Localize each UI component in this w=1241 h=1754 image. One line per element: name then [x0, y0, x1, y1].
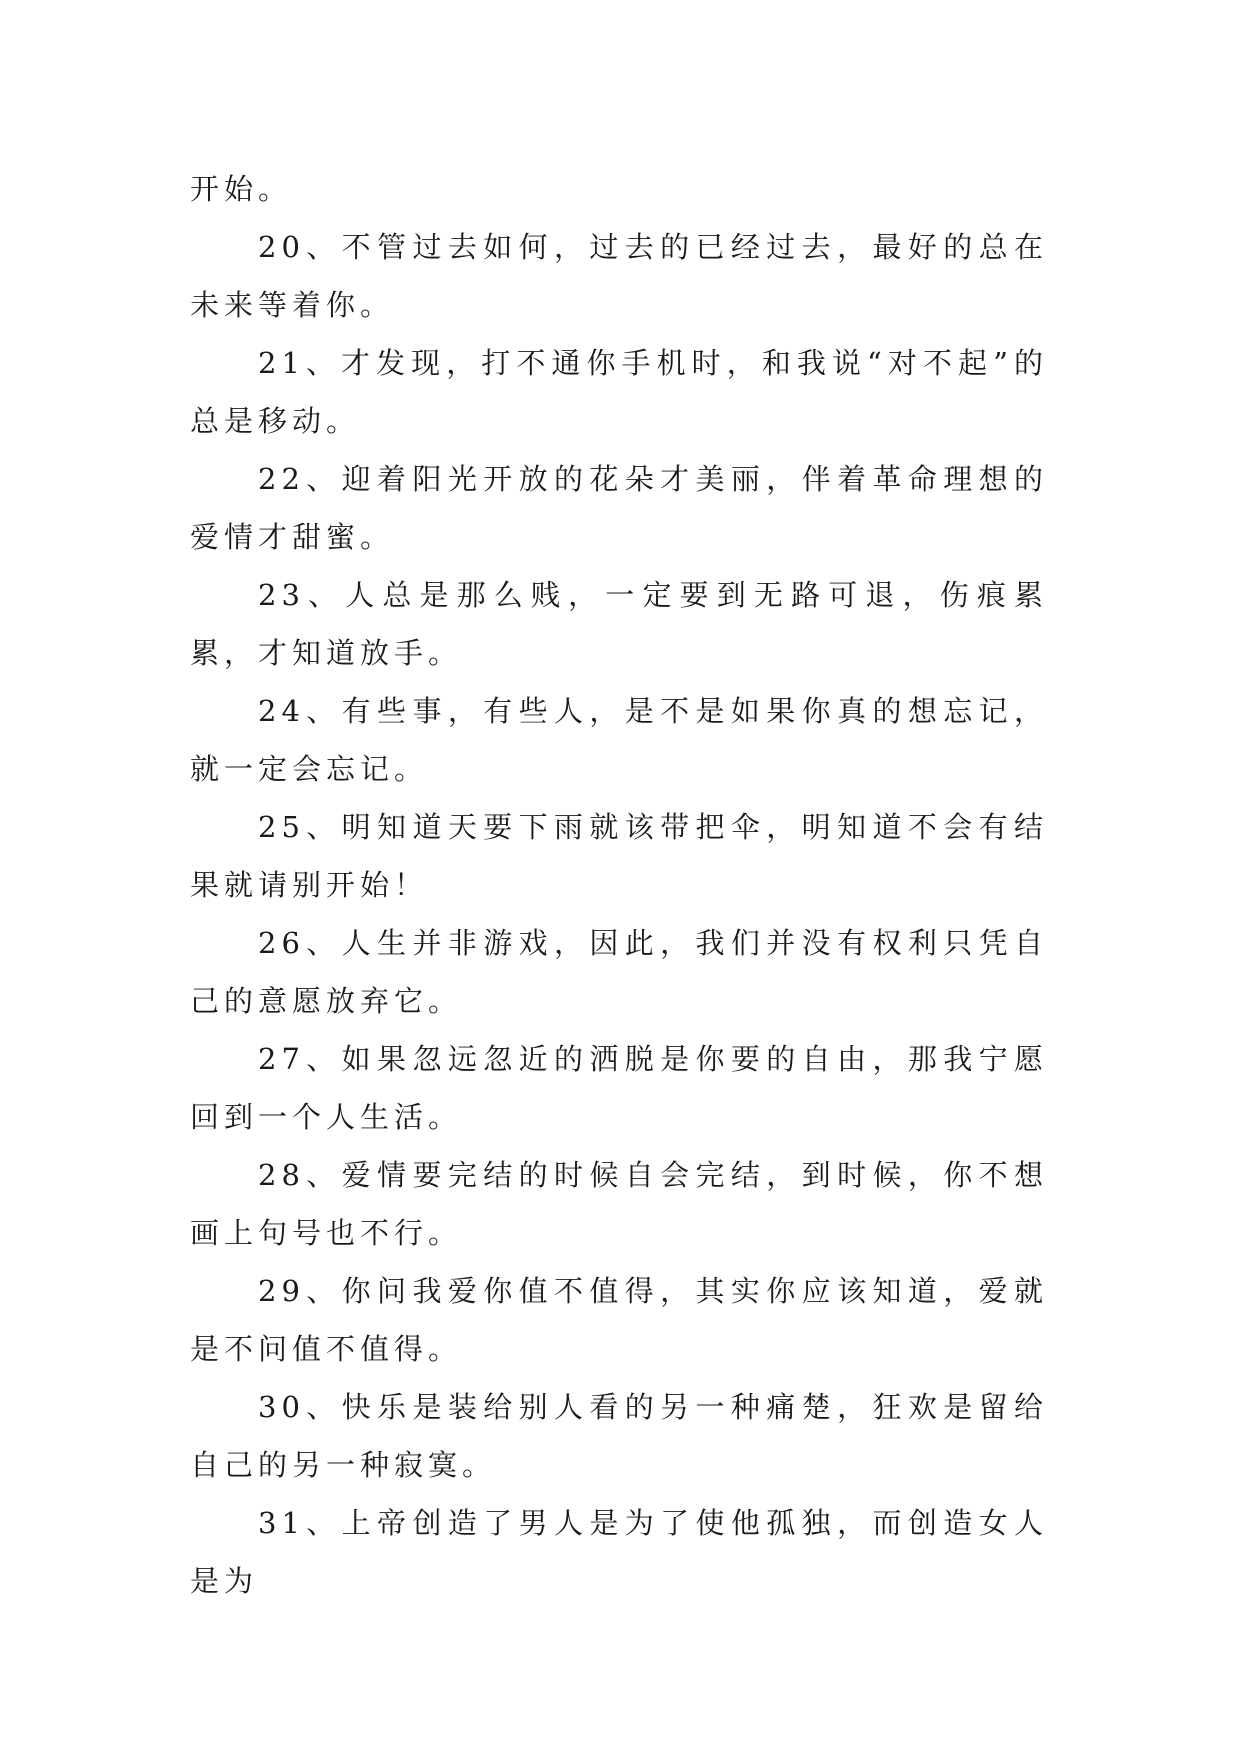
- quote-27: 27、如果忽远忽近的洒脱是你要的自由，那我宁愿回到一个人生活。: [190, 1042, 1048, 1134]
- quote-31: 31、上帝创造了男人是为了使他孤独，而创造女人是为: [190, 1506, 1048, 1598]
- quote-28: 28、爱情要完结的时候自会完结，到时候，你不想画上句号也不行。: [190, 1158, 1048, 1250]
- quote-22: 22、迎着阳光开放的花朵才美丽，伴着革命理想的爱情才甜蜜。: [190, 462, 1048, 554]
- paragraph-continuation: 开始。: [190, 172, 293, 206]
- quote-21: 21、才发现，打不通你手机时，和我说“对不起”的总是移动。: [190, 346, 1048, 438]
- document-body: [190, 160, 1048, 1610]
- quote-20: 20、不管过去如何，过去的已经过去，最好的总在未来等着你。: [190, 230, 1048, 322]
- quote-24: 24、有些事，有些人，是不是如果你真的想忘记，就一定会忘记。: [190, 694, 1048, 786]
- quote-30: 30、快乐是装给别人看的另一种痛楚，狂欢是留给自己的另一种寂寞。: [190, 1390, 1048, 1482]
- quote-29: 29、你问我爱你值不值得，其实你应该知道，爱就是不问值不值得。: [190, 1274, 1048, 1366]
- quote-26: 26、人生并非游戏，因此，我们并没有权利只凭自己的意愿放弃它。: [190, 926, 1048, 1018]
- quote-23: 23、人总是那么贱，一定要到无路可退，伤痕累累，才知道放手。: [190, 578, 1048, 670]
- quote-25: 25、明知道天要下雨就该带把伞，明知道不会有结果就请别开始！: [190, 810, 1048, 902]
